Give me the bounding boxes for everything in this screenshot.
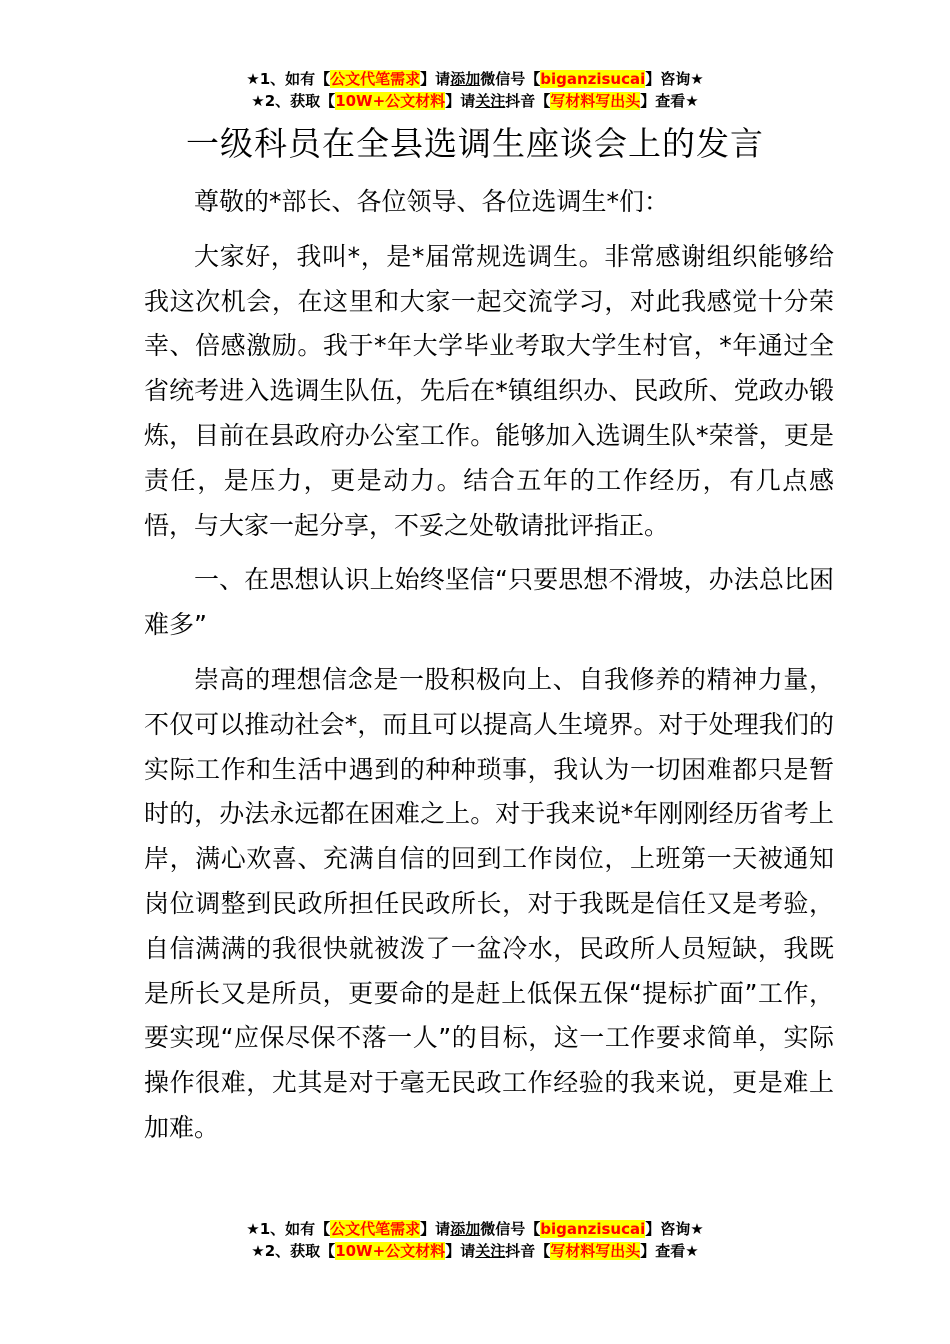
banner-text: 】请 — [420, 70, 451, 88]
banner-text: 抖音【 — [505, 92, 551, 110]
salutation: 尊敬的*部长、各位领导、各位选调生*们： — [194, 187, 670, 216]
banner-text: 】请 — [420, 1220, 451, 1238]
banner-text: 】请 — [445, 1242, 476, 1260]
banner-underlined: 关注 — [475, 92, 506, 110]
banner-highlight: 写材料写出头 — [550, 1242, 641, 1260]
banner-text: 微信号【 — [480, 1220, 541, 1238]
banner-line-1 — [0, 1218, 950, 1240]
banner-text: ★1、如有【 — [246, 70, 331, 88]
banner-text: ★2、获取【 — [251, 92, 336, 110]
footer-banner — [0, 1218, 950, 1262]
banner-highlight: biganzisucai — [540, 70, 646, 88]
banner-line-1 — [0, 68, 950, 90]
document-title: 一级科员在全县选调生座谈会上的发言 — [186, 124, 764, 163]
body-paragraph: 崇高的理想信念是一股积极向上、自我修养的精神力量，不仅可以推动社会*，而且可以提高人生境界。对于处理我们的实际工作和生活中遇到的种种琐事，我认为一切困难都只是暂时的，办法永远都在困难之上。对于我来说*年刚刚经历省考上岸，满心欢喜、充满自信的回到工作岗位，上班第一天被通知岗位调整到民政所担任民政所长，对于我既是信任又是考验，自信满满的我很快就被泼了一盆冷水，民政所人员短缺，我既是所长又是所员，更要命的是赶上低保五保“提标扩面”工作，要实现“应保尽保不落一人”的目标，这一工作要求简单，实际操作很难，尤其是对于毫无民政工作经验的我来说，更是难上加难。 — [144, 664, 834, 1142]
document-body — [144, 180, 834, 1161]
banner-text: 】查看★ — [640, 1242, 699, 1260]
banner-text: ★1、如有【 — [246, 1220, 331, 1238]
banner-highlight: 10W+公文材料 — [335, 1242, 446, 1260]
body-paragraph: 大家好，我叫*，是*届常规选调生。非常感谢组织能够给我这次机会，在这里和大家一起交流学习，对此我感觉十分荣幸、倍感激励。我于*年大学毕业考取大学生村官，*年通过全省统考进入选调生队伍，先后在*镇组织办、民政所、党政办锻炼，目前在县政府办公室工作。能够加入选调生队*荣誉，更是责任，是压力，更是动力。结合五年的工作经历，有几点感悟，与大家一起分享，不妥之处敬请批评指正。 — [144, 241, 834, 540]
banner-text: 】咨询★ — [645, 70, 704, 88]
banner-text: 抖音【 — [505, 1242, 551, 1260]
banner-underlined: 添加 — [450, 70, 481, 88]
banner-text: 微信号【 — [480, 70, 541, 88]
banner-text: 】请 — [445, 92, 476, 110]
header-banner — [0, 68, 950, 112]
banner-highlight: 公文代笔需求 — [330, 70, 421, 88]
banner-line-2 — [0, 90, 950, 112]
banner-underlined: 添加 — [450, 1220, 481, 1238]
section-heading: 一、在思想认识上始终坚信“只要思想不滑坡，办法总比困难多” — [144, 565, 834, 640]
banner-text: 】查看★ — [640, 92, 699, 110]
banner-underlined: 关注 — [475, 1242, 506, 1260]
banner-highlight: 10W+公文材料 — [335, 92, 446, 110]
banner-text: 】咨询★ — [645, 1220, 704, 1238]
banner-text: ★2、获取【 — [251, 1242, 336, 1260]
banner-highlight: 公文代笔需求 — [330, 1220, 421, 1238]
banner-highlight: 写材料写出头 — [550, 92, 641, 110]
banner-highlight: biganzisucai — [540, 1220, 646, 1238]
banner-line-2 — [0, 1240, 950, 1262]
